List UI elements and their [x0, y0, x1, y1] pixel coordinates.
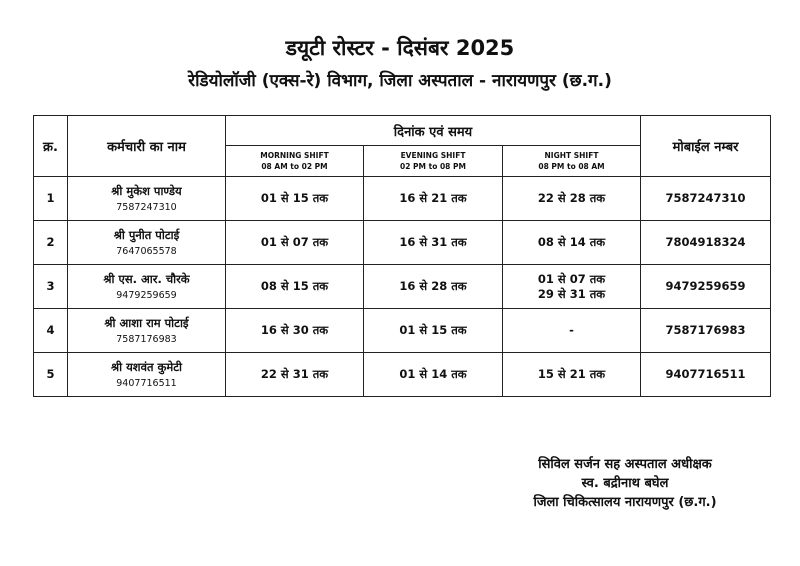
morning-cell: 01 से 07 तक — [226, 221, 364, 265]
shift-time: 08 AM to 02 PM — [261, 162, 328, 171]
table-header-row — [34, 116, 771, 146]
mobile-cell: 7587176983 — [641, 309, 771, 353]
night-range-2: 29 से 31 तक — [537, 286, 606, 301]
night-cell: 08 से 14 तक — [503, 221, 641, 265]
serial-cell: 5 — [34, 353, 68, 397]
mobile-cell: 9479259659 — [641, 265, 771, 309]
employee-name: श्री यशवंत कुमेटी — [110, 360, 183, 374]
duty-roster-table — [33, 115, 771, 397]
employee-phone: 9479259659 — [116, 290, 177, 301]
serial-cell: 4 — [34, 309, 68, 353]
employee-cell — [68, 265, 226, 309]
mobile-cell: 7804918324 — [641, 221, 771, 265]
shift-time: 02 PM to 08 PM — [400, 162, 466, 171]
signatory-office: जिला चिकित्सालय नारायणपुर (छ.ग.) — [533, 495, 717, 510]
morning-cell: 16 से 30 तक — [226, 309, 364, 353]
employee-cell — [68, 221, 226, 265]
employee-cell — [68, 353, 226, 397]
table-row — [34, 177, 771, 221]
serial-cell: 2 — [34, 221, 68, 265]
shift-name: EVENING SHIFT — [400, 151, 466, 160]
table-row — [34, 221, 771, 265]
evening-cell: 16 से 28 तक — [364, 265, 503, 309]
header-serial: क्र. — [34, 116, 68, 177]
morning-cell: 08 से 15 तक — [226, 265, 364, 309]
night-cell: - — [503, 309, 641, 353]
header-mobile: मोबाईल नम्बर — [641, 116, 771, 177]
night-cell: 15 से 21 तक — [503, 353, 641, 397]
mobile-cell: 9407716511 — [641, 353, 771, 397]
employee-phone: 9407716511 — [116, 378, 177, 389]
serial-cell: 3 — [34, 265, 68, 309]
evening-cell: 16 से 31 तक — [364, 221, 503, 265]
employee-phone: 7587176983 — [116, 334, 177, 345]
header-date-time: दिनांक एवं समय — [226, 116, 641, 146]
night-cell: 22 से 28 तक — [503, 177, 641, 221]
morning-cell: 22 से 31 तक — [226, 353, 364, 397]
signatory-name: स्व. बद्रीनाथ बघेल — [581, 476, 669, 491]
night-cell — [503, 265, 641, 309]
night-range-1: 01 से 07 तक — [537, 271, 606, 286]
evening-cell: 01 से 14 तक — [364, 353, 503, 397]
page-subtitle: रेडियोलॉजी (एक्स-रे) विभाग, जिला अस्पताल - नारायणपुर (छ.ग.) — [188, 71, 612, 91]
serial-cell: 1 — [34, 177, 68, 221]
signatory-designation: सिविल सर्जन सह अस्पताल अधीक्षक — [538, 457, 712, 472]
morning-cell: 01 से 15 तक — [226, 177, 364, 221]
employee-name: श्री पुनीत पोटाई — [113, 228, 180, 242]
mobile-cell: 7587247310 — [641, 177, 771, 221]
shift-name: NIGHT SHIFT — [544, 151, 599, 160]
table-row — [34, 309, 771, 353]
signature-block — [500, 455, 750, 512]
header-morning-shift — [226, 146, 364, 177]
shift-time: 08 PM to 08 AM — [538, 162, 605, 171]
employee-name: श्री मुकेश पाण्डेय — [111, 184, 182, 198]
page-title: डयूटी रोस्टर - दिसंबर 2025 — [285, 36, 515, 60]
employee-cell — [68, 177, 226, 221]
employee-name: श्री आशा राम पोटाई — [104, 316, 189, 330]
header-evening-shift — [364, 146, 503, 177]
table-row — [34, 353, 771, 397]
evening-cell: 16 से 21 तक — [364, 177, 503, 221]
header-night-shift — [503, 146, 641, 177]
employee-phone: 7647065578 — [116, 246, 177, 257]
evening-cell: 01 से 15 तक — [364, 309, 503, 353]
employee-name: श्री एस. आर. चौरके — [103, 272, 190, 286]
header-employee-name: कर्मचारी का नाम — [68, 116, 226, 177]
employee-cell — [68, 309, 226, 353]
shift-name: MORNING SHIFT — [260, 151, 329, 160]
table-row — [34, 265, 771, 309]
employee-phone: 7587247310 — [116, 202, 177, 213]
